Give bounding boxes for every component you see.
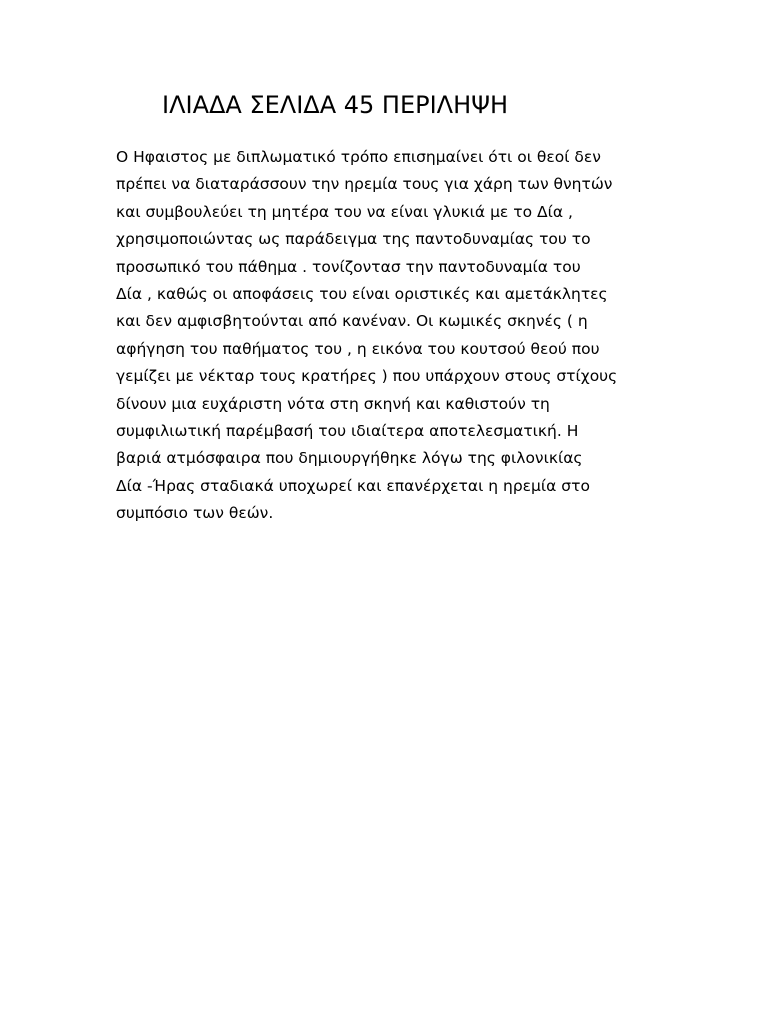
- summary-paragraph: [116, 144, 676, 527]
- paragraph-line: και συμβουλεύει τη μητέρα του να είναι γλυκιά με το Δία ,: [116, 202, 573, 221]
- paragraph-line: Ο Ηφαιστος με διπλωματικό τρόπο επισημαίνει ότι οι θεοί δεν: [116, 148, 601, 166]
- paragraph-line: συμφιλιωτική παρέμβασή του ιδιαίτερα αποτελεσματική. Η: [116, 421, 579, 440]
- paragraph-line: δίνουν μια ευχάριστη νότα στη σκηνή και καθιστούν τη: [116, 394, 550, 413]
- paragraph-line: βαριά ατμόσφαιρα που δημιουργήθηκε λόγω της φιλονικίας: [116, 449, 583, 468]
- paragraph-line: γεμίζει με νέκταρ τους κρατήρες ) που υπάρχουν στους στίχους: [116, 367, 618, 386]
- document-title: ΙΛΙΑΔΑ ΣΕΛΙΔΑ 45 ΠΕΡΙΛΗΨΗ: [162, 91, 509, 119]
- paragraph-line: χρησιμοποιώντας ως παράδειγμα της παντοδυναμίας του το: [116, 230, 591, 249]
- paragraph-line: αφήγηση του παθήματος του , η εικόνα του κουτσού θεού που: [116, 339, 600, 358]
- paragraph-line: πρέπει να διαταράσσουν την ηρεμία τους για χάρη των θνητών: [116, 175, 613, 194]
- paragraph-line: Δία , καθώς οι αποφάσεις του είναι οριστικές και αμετάκλητες: [116, 284, 608, 303]
- paragraph-line: Δία -Ήρας σταδιακά υποχωρεί και επανέρχεται η ηρεμία στο: [116, 476, 590, 495]
- paragraph-line: και δεν αμφισβητούνται από κανέναν. Οι κωμικές σκηνές ( η: [116, 312, 588, 331]
- paragraph-line: συμπόσιο των θεών.: [116, 504, 274, 523]
- paragraph-line: προσωπικό του πάθημα . τονίζοντασ την παντοδυναμία του: [116, 257, 581, 276]
